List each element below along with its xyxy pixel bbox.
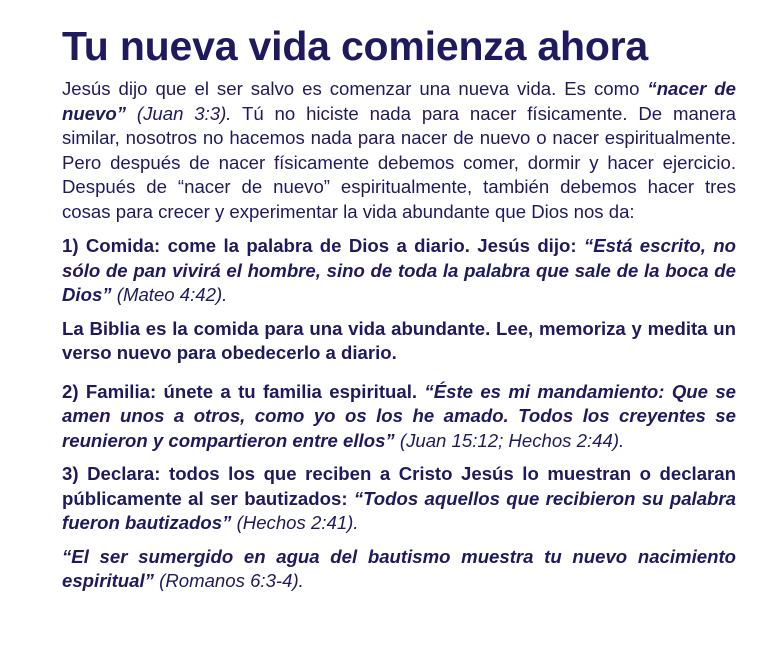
point-3-quote: “Todos aquellos que recibieron su palabra fueron bautizados” xyxy=(62,487,736,534)
point-3-reference: (Hechos 2:41). xyxy=(231,512,359,534)
intro-paragraph xyxy=(62,77,736,224)
point-2-paragraph xyxy=(62,380,736,454)
point-1-note: La Biblia es la comida para una vida abundante. Lee, memoriza y medita un verso nuevo para obedecerlo a diario. xyxy=(62,317,736,364)
page-title: Tu nueva vida comienza ahora xyxy=(62,23,649,69)
closing-reference: (Romanos 6:3-4). xyxy=(153,570,304,592)
intro-quote: “nacer de nuevo” xyxy=(62,78,736,124)
closing-paragraph xyxy=(62,545,736,594)
closing-quote: “El ser sumergido en agua del bautismo muestra tu nuevo nacimiento espiritual” xyxy=(62,545,736,592)
intro-text-1: Jesús dijo que el ser salvo es comenzar una nueva vida. Es como xyxy=(62,78,648,100)
point-2-reference: (Juan 15:12; Hechos 2:44). xyxy=(394,429,625,451)
point-1-paragraph xyxy=(62,234,736,308)
point-2-quote: “Éste es mi mandamiento: Que se amen unos a otros, como yo os los he amado. Todos los creyentes se reunieron y compartieron entre ellos” xyxy=(62,380,737,451)
point-3-text: 3) Declara: todos los que reciben a Cristo Jesús lo muestran o declaran públicamente al ser bautizados: xyxy=(62,463,736,509)
point-3-paragraph xyxy=(62,462,736,536)
point-1-text: 1) Comida: come la palabra de Dios a diario. Jesús dijo: xyxy=(62,235,584,257)
point-1-reference: (Mateo 4:42). xyxy=(111,284,228,306)
point-2-text: 2) Familia: únete a tu familia espiritual. xyxy=(62,380,425,402)
point-1-quote: “Está escrito, no sólo de pan vivirá el hombre, sino de toda la palabra que sale de la boca de Dios” xyxy=(62,235,736,306)
intro-reference: (Juan 3:3). xyxy=(126,102,232,124)
intro-text-2: Tú no hiciste nada para nacer físicamente. De manera similar, nosotros no hacemos nada para nacer de nuevo o nacer espiritualmente. Pero después de nacer físicamente debemos comer, dormir y hacer ejercicio. Después de “nacer de nuevo” espiritualmente, también debemos hacer tres cosas para crecer y experimentar la vida abundante que Dios nos da: xyxy=(62,102,736,222)
